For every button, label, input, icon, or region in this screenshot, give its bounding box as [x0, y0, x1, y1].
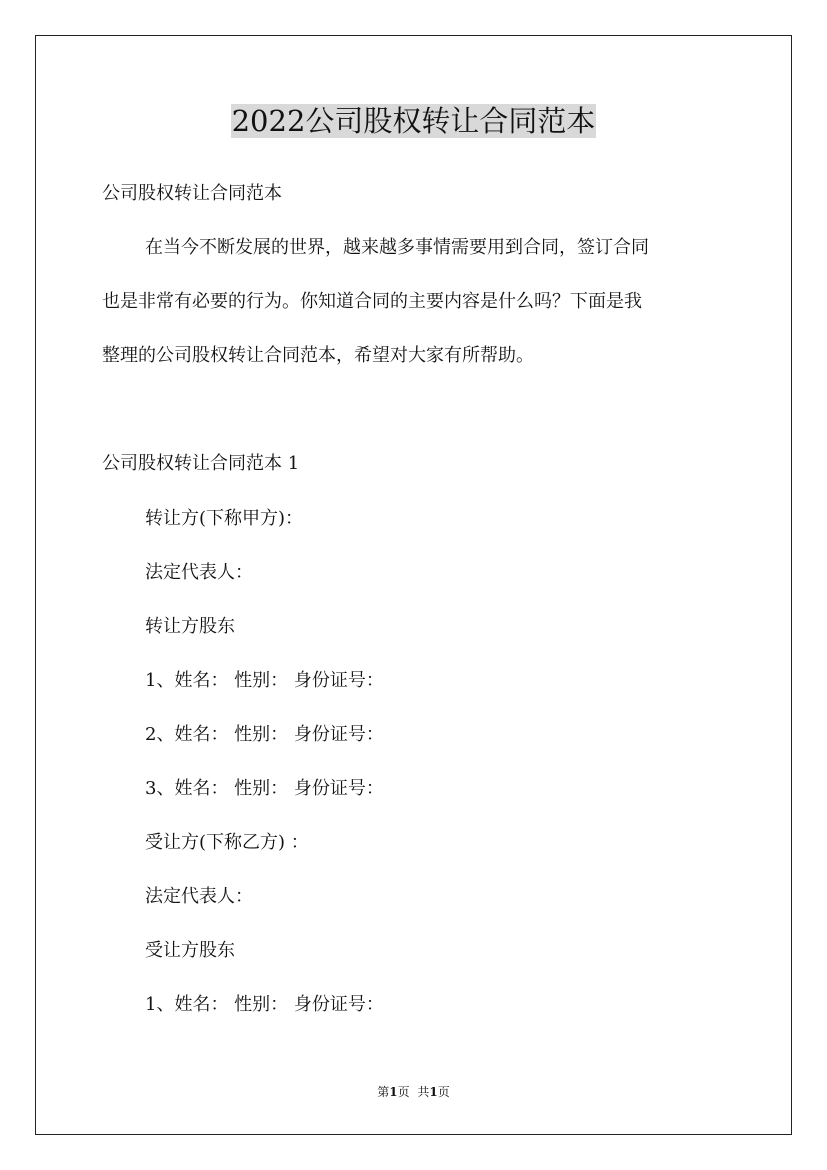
transferor-shareholder-3-line: 3、姓名： 性别： 身份证号： — [145, 778, 384, 799]
transferee-line: 受让方(下称乙方) ： — [145, 832, 309, 853]
footer-total-pages: 1 — [429, 1085, 438, 1099]
intro-line-2: 也是非常有必要的行为。你知道合同的主要内容是什么吗？下面是我 — [102, 291, 642, 312]
page-footer — [0, 1084, 827, 1100]
document-subtitle: 公司股权转让合同范本 — [102, 183, 282, 204]
footer-page-number: 1 — [389, 1085, 398, 1099]
footer-page-prefix: 第 — [377, 1085, 390, 1099]
section-title: 公司股权转让合同范本 1 — [102, 453, 300, 474]
intro-line-1: 在当今不断发展的世界，越来越多事情需要用到合同，签订合同 — [145, 237, 649, 258]
transferor-line: 转让方(下称甲方)： — [145, 508, 304, 529]
intro-line-3: 整理的公司股权转让合同范本，希望对大家有所帮助。 — [102, 345, 534, 366]
transferor-legal-rep-line: 法定代表人： — [145, 562, 253, 583]
footer-page-suffix: 页 — [397, 1085, 410, 1099]
transferor-shareholders-line: 转让方股东 — [145, 616, 235, 637]
footer-total-prefix: 共 — [417, 1085, 430, 1099]
document-title-text: 2022公司股权转让合同范本 — [231, 104, 596, 138]
transferor-shareholder-2-line: 2、姓名： 性别： 身份证号： — [145, 724, 384, 745]
footer-total-suffix: 页 — [437, 1085, 450, 1099]
transferee-shareholder-1-line: 1、姓名： 性别： 身份证号： — [145, 994, 384, 1015]
transferor-shareholder-1-line: 1、姓名： 性别： 身份证号： — [145, 670, 384, 691]
transferee-legal-rep-line: 法定代表人： — [145, 886, 253, 907]
transferee-shareholders-line: 受让方股东 — [145, 940, 235, 961]
document-title — [0, 101, 827, 141]
